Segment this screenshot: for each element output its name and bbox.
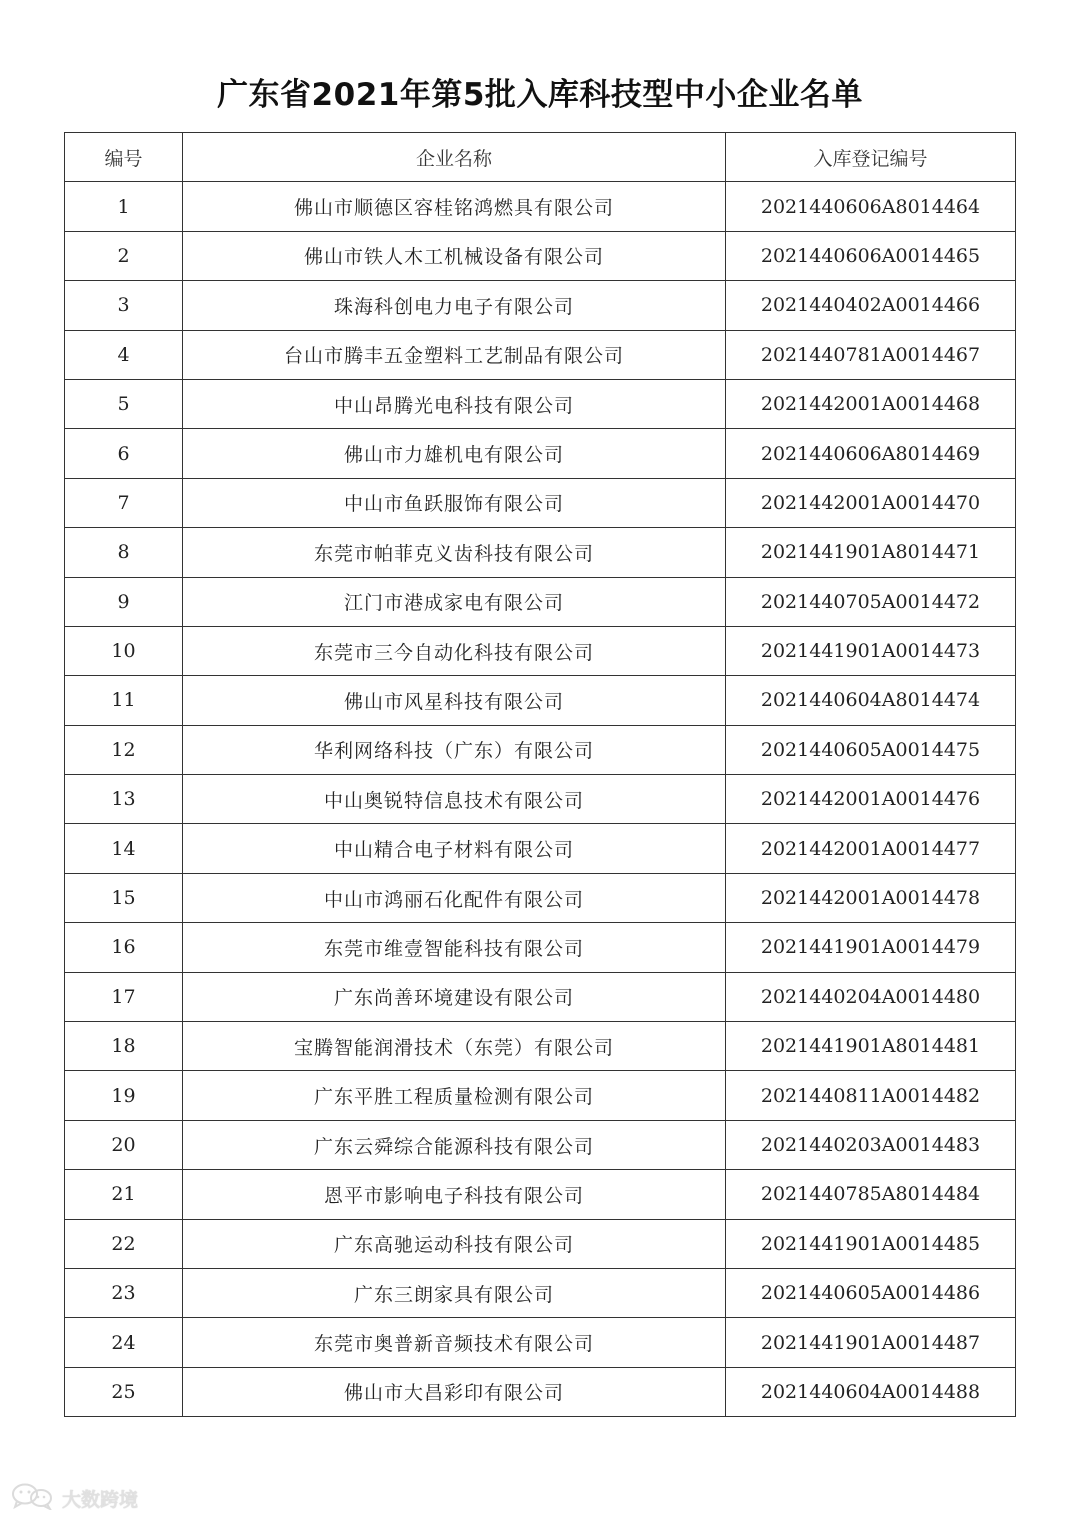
registration-number: 2021441901A0014487 — [726, 1318, 1016, 1367]
registration-number: 2021440811A0014482 — [726, 1071, 1016, 1120]
table-row — [65, 873, 1016, 922]
watermark-text: 大数跨境 — [62, 1489, 139, 1511]
row-number: 11 — [65, 676, 183, 725]
registration-number: 2021440605A0014486 — [726, 1268, 1016, 1317]
company-name: 广东平胜工程质量检测有限公司 — [183, 1071, 726, 1120]
company-name: 东莞市奥普新音频技术有限公司 — [183, 1318, 726, 1367]
registration-number: 2021441901A8014481 — [726, 1022, 1016, 1071]
company-name: 东莞市帕菲克义齿科技有限公司 — [183, 528, 726, 577]
registration-number: 2021440705A0014472 — [726, 577, 1016, 626]
table-row — [65, 923, 1016, 972]
table-row — [65, 1022, 1016, 1071]
watermark — [10, 1482, 138, 1515]
table-row — [65, 1170, 1016, 1219]
company-name: 中山市鱼跃服饰有限公司 — [183, 478, 726, 527]
registration-number: 2021441901A0014479 — [726, 923, 1016, 972]
company-name: 广东高驰运动科技有限公司 — [183, 1219, 726, 1268]
row-number: 3 — [65, 281, 183, 330]
row-number: 16 — [65, 923, 183, 972]
company-name: 中山精合电子材料有限公司 — [183, 824, 726, 873]
row-number: 25 — [65, 1367, 183, 1416]
table-row — [65, 1367, 1016, 1416]
registration-number: 2021440781A0014467 — [726, 330, 1016, 379]
registration-number: 2021440606A8014464 — [726, 182, 1016, 231]
company-name: 佛山市风星科技有限公司 — [183, 676, 726, 725]
row-number: 1 — [65, 182, 183, 231]
table-row — [65, 626, 1016, 675]
row-number: 7 — [65, 478, 183, 527]
row-number: 22 — [65, 1219, 183, 1268]
registration-number: 2021442001A0014477 — [726, 824, 1016, 873]
row-number: 23 — [65, 1268, 183, 1317]
registration-number: 2021442001A0014478 — [726, 873, 1016, 922]
table-row — [65, 1120, 1016, 1169]
company-name: 宝腾智能润滑技术（东莞）有限公司 — [183, 1022, 726, 1071]
registration-number: 2021440203A0014483 — [726, 1120, 1016, 1169]
row-number: 8 — [65, 528, 183, 577]
registration-number: 2021442001A0014470 — [726, 478, 1016, 527]
table-row — [65, 1219, 1016, 1268]
table-row — [65, 725, 1016, 774]
registration-number: 2021442001A0014468 — [726, 379, 1016, 428]
row-number: 4 — [65, 330, 183, 379]
table-row — [65, 182, 1016, 231]
company-name: 佛山市大昌彩印有限公司 — [183, 1367, 726, 1416]
table-row — [65, 528, 1016, 577]
table-row — [65, 330, 1016, 379]
company-name: 中山市鸿丽石化配件有限公司 — [183, 873, 726, 922]
company-name: 佛山市铁人木工机械设备有限公司 — [183, 231, 726, 280]
table-row — [65, 478, 1016, 527]
registration-number: 2021441901A0014485 — [726, 1219, 1016, 1268]
row-number: 21 — [65, 1170, 183, 1219]
table-body — [65, 182, 1016, 1417]
registration-number: 2021440606A8014469 — [726, 429, 1016, 478]
row-number: 14 — [65, 824, 183, 873]
registration-number: 2021440204A0014480 — [726, 972, 1016, 1021]
row-number: 12 — [65, 725, 183, 774]
company-name: 广东三朗家具有限公司 — [183, 1268, 726, 1317]
row-number: 5 — [65, 379, 183, 428]
row-number: 20 — [65, 1120, 183, 1169]
row-number: 10 — [65, 626, 183, 675]
registration-number: 2021441901A0014473 — [726, 626, 1016, 675]
registration-number: 2021442001A0014476 — [726, 775, 1016, 824]
registration-number: 2021441901A8014471 — [726, 528, 1016, 577]
registration-number: 2021440604A0014488 — [726, 1367, 1016, 1416]
table-row — [65, 1071, 1016, 1120]
row-number: 19 — [65, 1071, 183, 1120]
registration-number: 2021440606A0014465 — [726, 231, 1016, 280]
company-name: 华利网络科技（广东）有限公司 — [183, 725, 726, 774]
company-name: 台山市腾丰五金塑料工艺制品有限公司 — [183, 330, 726, 379]
registration-number: 2021440604A8014474 — [726, 676, 1016, 725]
table-header — [65, 133, 1016, 182]
row-number: 9 — [65, 577, 183, 626]
table-row — [65, 231, 1016, 280]
table-row — [65, 1268, 1016, 1317]
registration-number: 2021440785A8014484 — [726, 1170, 1016, 1219]
company-name: 中山奥锐特信息技术有限公司 — [183, 775, 726, 824]
table-row — [65, 824, 1016, 873]
registration-number: 2021440402A0014466 — [726, 281, 1016, 330]
company-name: 珠海科创电力电子有限公司 — [183, 281, 726, 330]
table-row — [65, 379, 1016, 428]
header-registration-number: 入库登记编号 — [726, 133, 1016, 182]
row-number: 6 — [65, 429, 183, 478]
row-number: 15 — [65, 873, 183, 922]
enterprise-table — [64, 132, 1016, 1417]
header-number: 编号 — [65, 133, 183, 182]
table-row — [65, 676, 1016, 725]
registration-number: 2021440605A0014475 — [726, 725, 1016, 774]
header-row — [65, 133, 1016, 182]
row-number: 24 — [65, 1318, 183, 1367]
company-name: 中山昂腾光电科技有限公司 — [183, 379, 726, 428]
table-row — [65, 429, 1016, 478]
company-name: 恩平市影响电子科技有限公司 — [183, 1170, 726, 1219]
table-row — [65, 972, 1016, 1021]
row-number: 13 — [65, 775, 183, 824]
row-number: 2 — [65, 231, 183, 280]
row-number: 17 — [65, 972, 183, 1021]
company-name: 广东云舜综合能源科技有限公司 — [183, 1120, 726, 1169]
table-row — [65, 281, 1016, 330]
table-row — [65, 1318, 1016, 1367]
company-name: 广东尚善环境建设有限公司 — [183, 972, 726, 1021]
company-name: 佛山市顺德区容桂铭鸿燃具有限公司 — [183, 182, 726, 231]
table-row — [65, 775, 1016, 824]
row-number: 18 — [65, 1022, 183, 1071]
company-name: 东莞市三今自动化科技有限公司 — [183, 626, 726, 675]
wechat-logo-icon — [10, 1482, 56, 1515]
table-row — [65, 577, 1016, 626]
company-name: 江门市港成家电有限公司 — [183, 577, 726, 626]
company-name: 佛山市力雄机电有限公司 — [183, 429, 726, 478]
company-name: 东莞市维壹智能科技有限公司 — [183, 923, 726, 972]
page-title: 广东省2021年第5批入库科技型中小企业名单 — [217, 77, 863, 113]
header-company-name: 企业名称 — [183, 133, 726, 182]
